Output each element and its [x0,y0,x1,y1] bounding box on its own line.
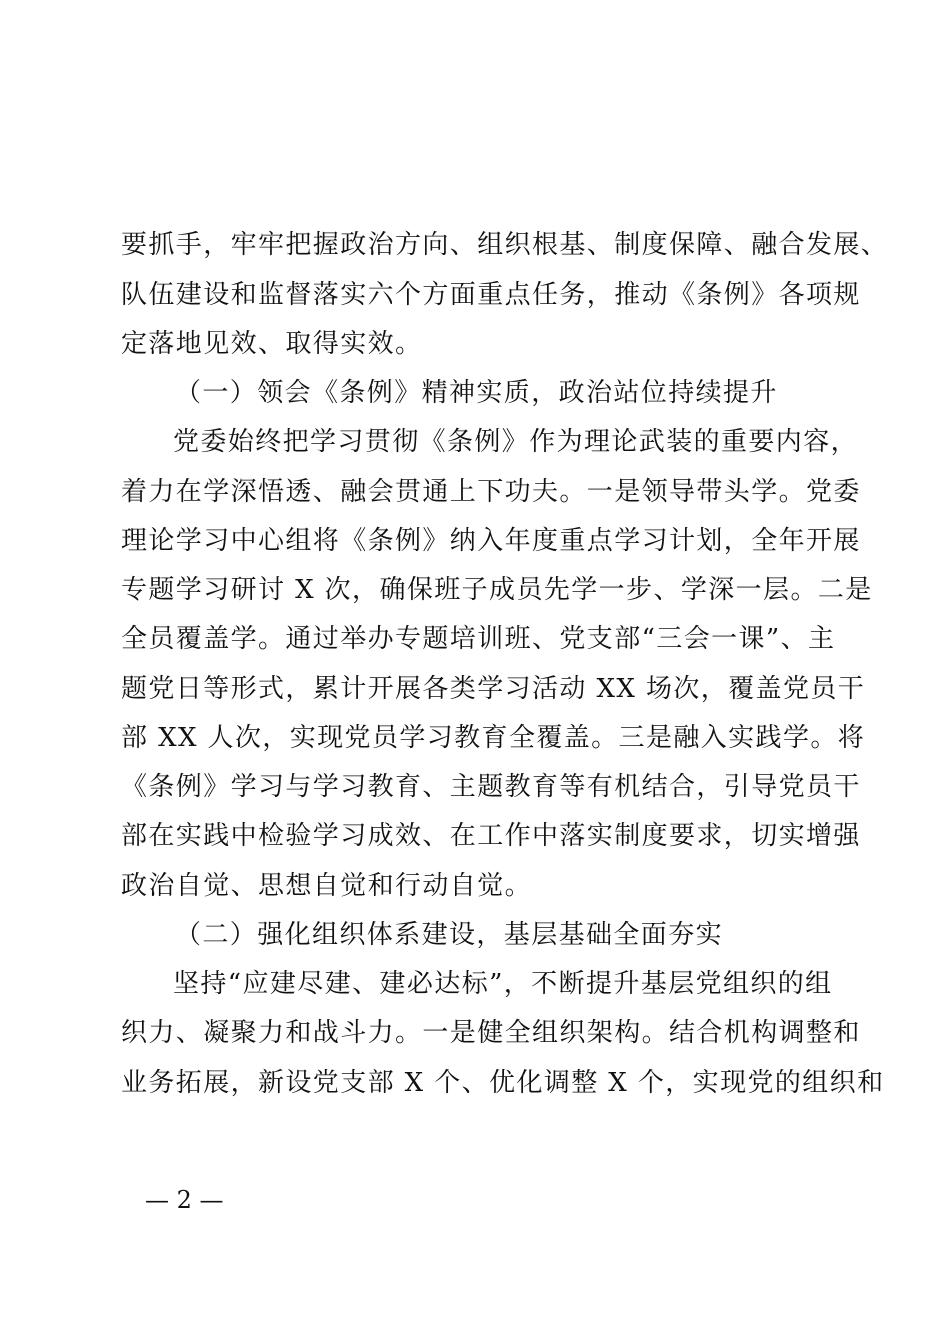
body-text-line: 定落地见效、取得实效。 [121,329,423,359]
body-text-line: 政治自觉、思想自觉和行动自觉。 [121,871,533,901]
body-text-line: 业务拓展，新设党支部 X 个、优化调整 X 个，实现党的组织和 [121,1068,885,1098]
body-text-line: 《条例》学习与学习教育、主题教育等有机结合，引导党员干 [121,772,861,802]
body-text-line: 专题学习研讨 X 次，确保班子成员先学一步、学深一层。二是 [121,575,873,605]
body-text-line: 着力在学深悟透、融会贯通上下功夫。一是领导带头学。党委 [121,477,861,507]
body-text-line: 理论学习中心组将《条例》纳入年度重点学习计划，全年开展 [121,526,861,556]
body-text-line: 部 XX 人次，实现党员学习教育全覆盖。三是融入实践学。将 [121,723,866,753]
body-text-line: 织力、凝聚力和战斗力。一是健全组织架构。结合机构调整和 [121,1018,861,1048]
body-text-line: 部在实践中检验学习成效、在工作中落实制度要求，切实增强 [121,821,861,851]
body-text-line: 题党日等形式，累计开展各类学习活动 XX 场次，覆盖党员干 [121,674,866,704]
body-text-line: 全员覆盖学。通过举办专题培训班、党支部“三会一课”、主 [121,624,836,654]
body-text-line: 党委始终把学习贯彻《条例》作为理论武装的重要内容， [173,427,859,457]
page-number: — 2 — [145,1186,224,1214]
body-text-line: 队伍建设和监督落实六个方面重点任务，推动《条例》各项规 [121,280,861,310]
section-heading-2: （二）强化组织体系建设，基层基础全面夯实 [175,920,724,950]
body-text-line: 要抓手，牢牢把握政治方向、组织根基、制度保障、融合发展、 [121,230,889,260]
body-text-line: 坚持“应建尽建、建必达标”，不断提升基层党组织的组 [173,969,833,999]
section-heading-1: （一）领会《条例》精神实质，政治站位持续提升 [175,378,778,408]
